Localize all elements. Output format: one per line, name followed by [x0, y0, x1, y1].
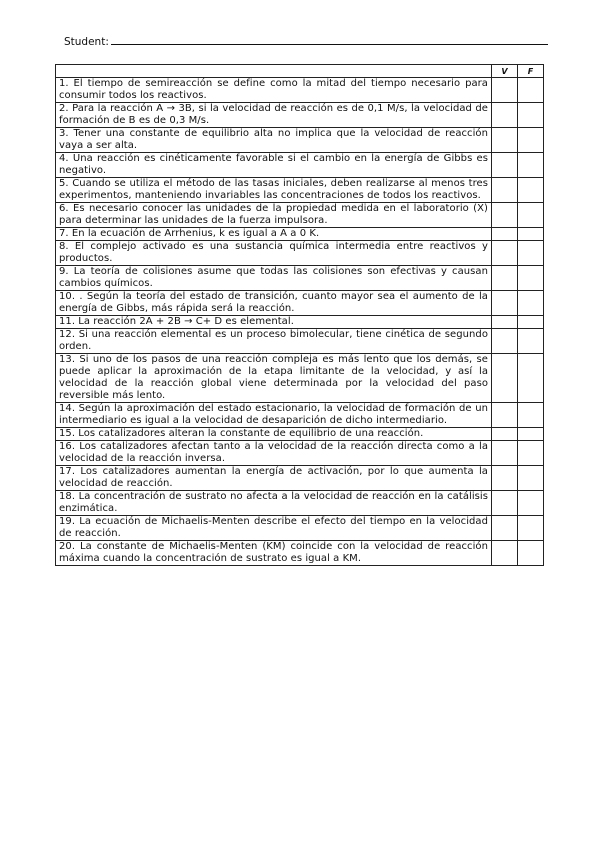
- table-header-row: [56, 65, 544, 78]
- answer-box-true[interactable]: [492, 516, 518, 541]
- table-row: [56, 103, 544, 128]
- answer-box-true[interactable]: [492, 466, 518, 491]
- answer-box-false[interactable]: [518, 103, 544, 128]
- answer-box-false[interactable]: [518, 541, 544, 566]
- table-row: [56, 329, 544, 354]
- answer-box-true[interactable]: [492, 329, 518, 354]
- question-text: 14. Según la aproximación del estado estacionario, la velocidad de formación de un intermediario es igual a la velocidad de desaparición de dicho intermediario.: [56, 403, 492, 428]
- answer-box-true[interactable]: [492, 128, 518, 153]
- question-text: 16. Los catalizadores afectan tanto a la velocidad de la reacción directa como a la velocidad de la reacción inversa.: [56, 441, 492, 466]
- table-row: [56, 291, 544, 316]
- answer-box-false[interactable]: [518, 491, 544, 516]
- header-blank-cell: [56, 65, 492, 78]
- answer-box-true[interactable]: [492, 78, 518, 103]
- table-row: [56, 228, 544, 241]
- answer-box-true[interactable]: [492, 266, 518, 291]
- table-row: [56, 266, 544, 291]
- answer-box-true[interactable]: [492, 103, 518, 128]
- question-text: 2. Para la reacción A → 3B, si la velocidad de reacción es de 0,1 M/s, la velocidad de formación de B es de 0,3 M/s.: [56, 103, 492, 128]
- question-text: 18. La concentración de sustrato no afecta a la velocidad de reacción en la catálisis enzimática.: [56, 491, 492, 516]
- table-row: [56, 153, 544, 178]
- answer-box-true[interactable]: [492, 228, 518, 241]
- table-row: [56, 541, 544, 566]
- table-row: [56, 516, 544, 541]
- answer-box-false[interactable]: [518, 354, 544, 403]
- answer-box-false[interactable]: [518, 466, 544, 491]
- answer-box-true[interactable]: [492, 203, 518, 228]
- question-text: 8. El complejo activado es una sustancia química intermedia entre reactivos y productos.: [56, 241, 492, 266]
- table-row: [56, 403, 544, 428]
- answer-box-true[interactable]: [492, 291, 518, 316]
- table-row: [56, 316, 544, 329]
- answer-box-true[interactable]: [492, 403, 518, 428]
- table-row: [56, 178, 544, 203]
- answer-box-false[interactable]: [518, 266, 544, 291]
- table-row: [56, 128, 544, 153]
- answer-box-true[interactable]: [492, 491, 518, 516]
- question-text: 13. Si uno de los pasos de una reacción compleja es más lento que los demás, se puede aplicar la aproximación de la etapa limitante de la velocidad, y así la velocidad de la reacción global viene determinada por la velocidad del paso reversible más lento.: [56, 354, 492, 403]
- question-text: 10. . Según la teoría del estado de transición, cuanto mayor sea el aumento de la energía de Gibbs, más rápida será la reacción.: [56, 291, 492, 316]
- question-text: 19. La ecuación de Michaelis-Menten describe el efecto del tiempo en la velocidad de reacción.: [56, 516, 492, 541]
- column-header-true: V: [492, 65, 518, 78]
- answer-box-false[interactable]: [518, 203, 544, 228]
- question-text: 6. Es necesario conocer las unidades de la propiedad medida en el laboratorio (X) para determinar las unidades de la fuerza impulsora.: [56, 203, 492, 228]
- question-text: 12. Si una reacción elemental es un proceso bimolecular, tiene cinética de segundo orden.: [56, 329, 492, 354]
- student-name-line[interactable]: [111, 36, 548, 45]
- table-row: [56, 466, 544, 491]
- answer-box-false[interactable]: [518, 128, 544, 153]
- answer-box-false[interactable]: [518, 78, 544, 103]
- table-row: [56, 428, 544, 441]
- answer-box-true[interactable]: [492, 178, 518, 203]
- question-rows: [56, 78, 544, 566]
- answer-box-true[interactable]: [492, 153, 518, 178]
- table-row: [56, 441, 544, 466]
- answer-box-false[interactable]: [518, 403, 544, 428]
- student-label: Student:: [64, 36, 109, 48]
- answer-box-false[interactable]: [518, 428, 544, 441]
- answer-box-true[interactable]: [492, 541, 518, 566]
- question-text: 3. Tener una constante de equilibrio alta no implica que la velocidad de reacción vaya a ser alta.: [56, 128, 492, 153]
- table-row: [56, 354, 544, 403]
- answer-box-true[interactable]: [492, 241, 518, 266]
- answer-box-true[interactable]: [492, 354, 518, 403]
- question-text: 4. Una reacción es cinéticamente favorable si el cambio en la energía de Gibbs es negativo.: [56, 153, 492, 178]
- column-header-false: F: [518, 65, 544, 78]
- question-text: 9. La teoría de colisiones asume que todas las colisiones son efectivas y causan cambios químicos.: [56, 266, 492, 291]
- table-row: [56, 203, 544, 228]
- table-row: [56, 241, 544, 266]
- answer-box-true[interactable]: [492, 441, 518, 466]
- question-text: 20. La constante de Michaelis-Menten (KM) coincide con la velocidad de reacción máxima cuando la concentración de sustrato es igual a KM.: [56, 541, 492, 566]
- answer-box-false[interactable]: [518, 178, 544, 203]
- question-text: 7. En la ecuación de Arrhenius, k es igual a A a 0 K.: [56, 228, 492, 241]
- table-row: [56, 78, 544, 103]
- answer-box-false[interactable]: [518, 316, 544, 329]
- true-false-table: [55, 64, 544, 566]
- answer-box-false[interactable]: [518, 228, 544, 241]
- answer-box-false[interactable]: [518, 291, 544, 316]
- answer-box-true[interactable]: [492, 316, 518, 329]
- answer-box-false[interactable]: [518, 516, 544, 541]
- answer-box-false[interactable]: [518, 441, 544, 466]
- question-text: 1. El tiempo de semireacción se define como la mitad del tiempo necesario para consumir todos los reactivos.: [56, 78, 492, 103]
- answer-box-false[interactable]: [518, 241, 544, 266]
- answer-box-false[interactable]: [518, 329, 544, 354]
- question-text: 17. Los catalizadores aumentan la energía de activación, por lo que aumenta la velocidad de reacción.: [56, 466, 492, 491]
- student-name-field: [64, 36, 548, 48]
- question-text: 15. Los catalizadores alteran la constante de equilibrio de una reacción.: [56, 428, 492, 441]
- answer-box-false[interactable]: [518, 153, 544, 178]
- question-text: 5. Cuando se utiliza el método de las tasas iniciales, deben realizarse al menos tres experimentos, manteniendo invariables las concentraciones de todos los reactivos.: [56, 178, 492, 203]
- answer-box-true[interactable]: [492, 428, 518, 441]
- table-row: [56, 491, 544, 516]
- question-text: 11. La reacción 2A + 2B → C+ D es elemental.: [56, 316, 492, 329]
